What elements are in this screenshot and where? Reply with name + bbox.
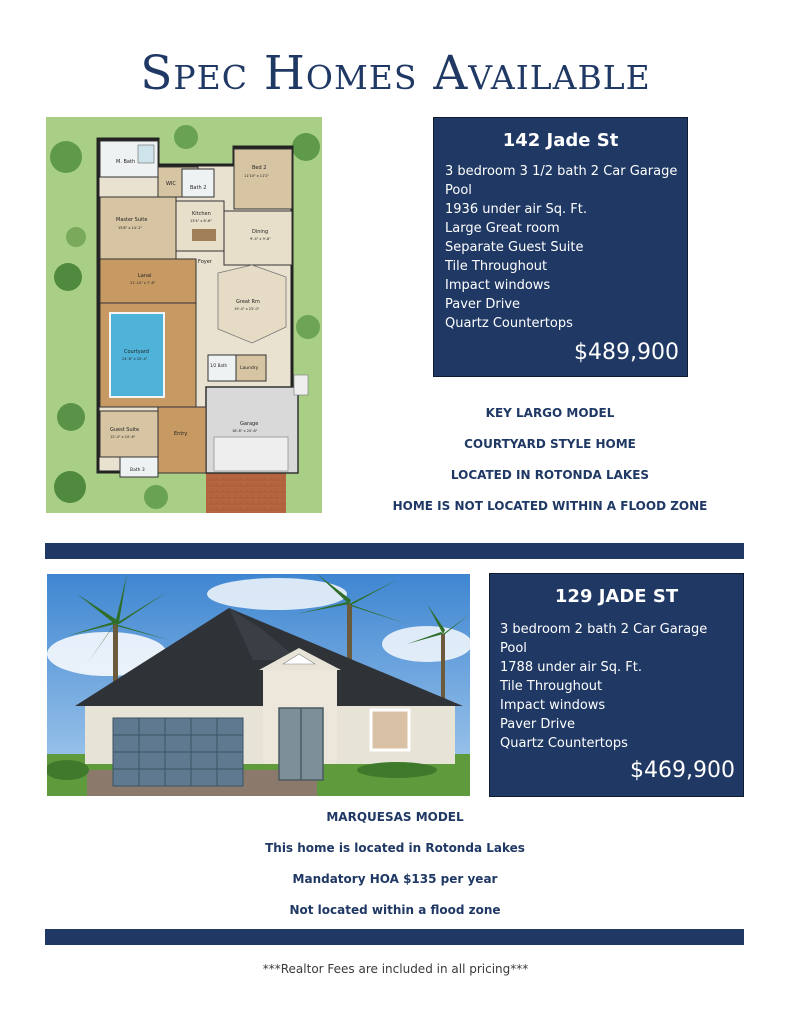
fp-label-bath2: Bath 2	[190, 185, 207, 191]
listing-1-note: LOCATED IN ROTONDA LAKES	[450, 468, 650, 482]
listing-1-address: 142 Jade St	[502, 130, 619, 151]
listing-2-feature: 3 bedroom 2 bath 2 Car Garage	[500, 622, 708, 637]
listing-1-info-box	[433, 117, 688, 377]
fp-label-garage: Garage	[240, 421, 259, 427]
listing-2-address: 129 JADE ST	[554, 586, 679, 607]
fp-label-courtyard: Courtyard	[124, 349, 149, 355]
fp-label-dining-dim: 9'-4" x 9'-8"	[250, 237, 271, 241]
fp-label-mbath: M. Bath	[116, 159, 136, 165]
house-rendering-image	[47, 574, 470, 796]
listing-2-price: $469,900	[630, 758, 735, 783]
listing-1-price: $489,900	[574, 340, 679, 365]
listing-1-feature: Large Great room	[445, 221, 560, 236]
fp-label-guest-dim: 12'-4" x 10'-6"	[110, 435, 136, 439]
listing-2-feature: Impact windows	[500, 698, 606, 713]
listing-1-feature: 1936 under air Sq. Ft.	[445, 202, 587, 217]
listing-1-note: HOME IS NOT LOCATED WITHIN A FLOOD ZONE	[392, 499, 708, 513]
listing-2-feature: Quartz Countertops	[500, 736, 628, 751]
listing-2-note: Mandatory HOA $135 per year	[292, 872, 498, 886]
listing-1-feature: 3 bedroom 3 1/2 bath 2 Car Garage	[445, 164, 678, 179]
listing-2-feature: Paver Drive	[500, 717, 576, 732]
fp-label-lanai-dim: 21'-10" x 7'-8"	[130, 281, 156, 285]
listing-1-note: COURTYARD STYLE HOME	[464, 437, 636, 451]
fp-label-great: Great Rm	[236, 299, 260, 305]
listing-2-features	[500, 620, 743, 753]
fp-label-entry: Entry	[174, 431, 188, 437]
fp-label-wic: WIC	[166, 181, 176, 187]
listing-1-feature: Separate Guest Suite	[445, 240, 584, 255]
fp-label-laundry: Laundry	[240, 366, 259, 371]
fp-label-bath3: Bath 3	[130, 468, 145, 473]
fp-label-foyer: Foyer	[198, 259, 212, 265]
fp-label-guest: Guest Suite	[110, 427, 140, 433]
listing-1-features	[445, 162, 687, 333]
listing-2-info-box	[489, 573, 744, 797]
page-title: Spec Homes Available	[140, 46, 651, 101]
listing-2-note: This home is located in Rotonda Lakes	[265, 841, 525, 855]
listing-1-feature: Quartz Countertops	[445, 316, 573, 331]
listing-2-feature: 1788 under air Sq. Ft.	[500, 660, 642, 675]
fp-label-master: Master Suite	[116, 217, 148, 223]
listing-1-feature: Paver Drive	[445, 297, 521, 312]
floor-plan-image	[46, 117, 322, 513]
fp-label-garage-dim: 18'-8" x 20'-8"	[232, 429, 258, 433]
listing-1-feature: Pool	[445, 183, 472, 198]
fp-label-halfbath: 1/2 Bath	[210, 363, 228, 368]
listing-1-note: KEY LARGO MODEL	[485, 406, 615, 420]
fp-label-courtyard-dim: 24'-6" x 20'-4"	[122, 357, 148, 361]
footer-disclaimer: ***Realtor Fees are included in all pricing***	[262, 962, 529, 976]
house-drawing	[47, 574, 470, 796]
fp-label-bed2: Bed 2	[252, 165, 267, 171]
fp-label-kitchen-dim: 13'4" x 8'-6"	[190, 219, 212, 223]
listing-2-note: Not located within a flood zone	[289, 903, 501, 917]
section-divider-bar	[45, 543, 744, 559]
listing-1-feature: Tile Throughout	[445, 259, 548, 274]
listing-2-note: MARQUESAS MODEL	[326, 810, 464, 824]
fp-label-dining: Dining	[252, 229, 269, 235]
listing-2-feature: Pool	[500, 641, 527, 656]
floor-plan-drawing	[46, 117, 322, 513]
fp-label-master-dim: 15'8" x 14'-2"	[118, 226, 143, 230]
fp-label-bed2-dim: 11'10" x 11'2"	[244, 174, 270, 178]
fp-label-lanai: Lanai	[138, 273, 152, 279]
listing-1-feature: Impact windows	[445, 278, 551, 293]
listing-2-feature: Tile Throughout	[500, 679, 603, 694]
fp-label-great-dim: 19'-4" x 23'-0"	[234, 307, 260, 311]
fp-label-kitchen: Kitchen	[192, 211, 211, 217]
footer-divider-bar	[45, 929, 744, 945]
